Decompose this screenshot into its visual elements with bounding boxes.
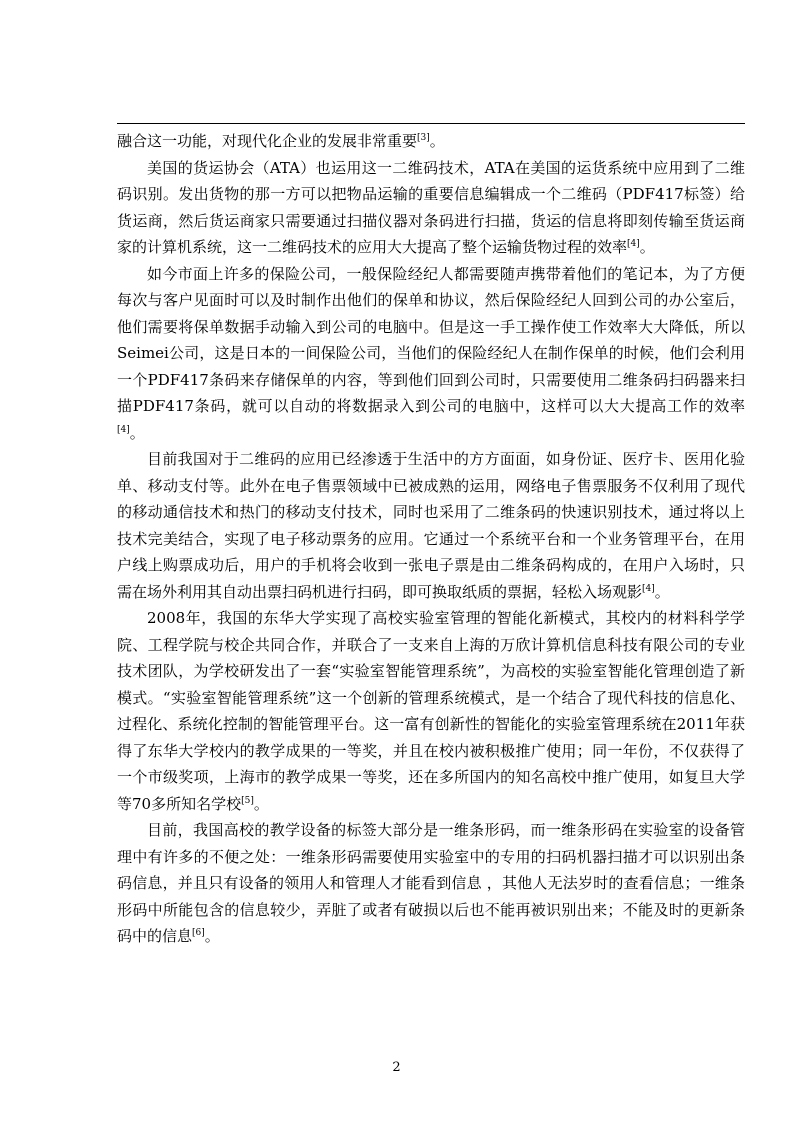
paragraph: 目前我国对于二维码的应用已经渗透于生活中的方方面面，如身份证、医疗卡、医用化验单、移动支付等。此外在电子售票领域中已被成熟的运用，网络电子售票服务不仅利用了现代的移动通信技术和热门的移动支付技术，同时也采用了二维条码的快速识别技术，通过将以上技术完美结合，实现了电子移动票务的应用。它通过一个系统平台和一个业务管理平台，在用户线上购票成功后，用户的手机将会收到一张电子票是由二维条码构成的，在用户入场时，只需在场外利用其自动出票扫码机进行扫码，即可换取纸质的票据，轻松入场观影[4]。 — [117, 450, 745, 601]
paragraph: 目前，我国高校的教学设备的标签大部分是一维条形码，而一维条形码在实验室的设备管理中有许多的不便之处：一维条形码需要使用实验室中的专用的扫码机器扫描才可以识别出条码信息，并且只有设备的领用人和管理人才能看到信息 ，其他人无法岁时的查看信息；一维条形码中所能包含的信息较少，弄脏了或者有破损以后也不能再被识别出来；不能及时的更新条码中的信息[6]。 — [117, 821, 745, 945]
citation: [4] — [627, 239, 640, 249]
paragraph: 融合这一功能，对现代化企业的发展非常重要[3]。 — [117, 132, 445, 150]
citation: [4] — [117, 424, 130, 435]
body-text — [117, 128, 745, 950]
header-rule — [117, 123, 745, 124]
paragraph: 美国的货运协会（ATA）也运用这一二维码技术，ATA在美国的运货系统中应用到了二维码识别。发出货物的那一方可以把物品运输的重要信息编辑成一个二维码（PDF417标签）给货运商，然后货运商家只需要通过扫描仪器对条码进行扫描，货运的信息将即刻传输至货运商家的计算机系统，这一二维码技术的应用大大提高了整个运输货物过程的效率[4]。 — [117, 158, 745, 256]
citation: [3] — [417, 133, 430, 143]
citation: [4] — [642, 583, 655, 594]
paragraph: 如今市面上许多的保险公司，一般保险经纪人都需要随声携带着他们的笔记本，为了方便每次与客户见面时可以及时制作出他们的保单和协议，然后保险经纪人回到公司的办公室后，他们需要将保单数据手动输入到公司的电脑中。但是这一手工操作使工作效率大大降低，所以Seimei公司，这是日本的一间保险公司，当他们的保险经纪人在制作保单的时候，他们会利用一个PDF417条码来存储保单的内容，等到他们回到公司时，只需要使用二维条码扫码器来扫描PDF417条码，就可以自动的将数据录入到公司的电脑中，这样可以大大提高工作的效率[4]。 — [117, 264, 745, 442]
page-number: 2 — [392, 1060, 401, 1075]
citation: [5] — [241, 795, 254, 806]
citation: [6] — [192, 928, 205, 938]
paragraph: 2008年，我国的东华大学实现了高校实验室管理的智能化新模式，其校内的材料科学学院、工程学院与校企共同合作，并联合了一支来自上海的万欣计算机信息科技有限公司的专业技术团队，为学校研发出了一套“实验室智能管理系统”，为高校的实验室智能化管理创造了新模式。“实验室智能管理系统”这一个创新的管理系统模式，是一个结合了现代科技的信息化、过程化、系统化控制的智能管理平台。这一富有创新性的智能化的实验室管理系统在2011年获得了东华大学校内的教学成果的一等奖，并且在校内被积极推广使用；同一年份，不仅获得了一个市级奖项，上海市的教学成果一等奖，还在多所国内的知名高校中推广使用，如复旦大学等70多所知名学校[5]。 — [117, 609, 745, 813]
